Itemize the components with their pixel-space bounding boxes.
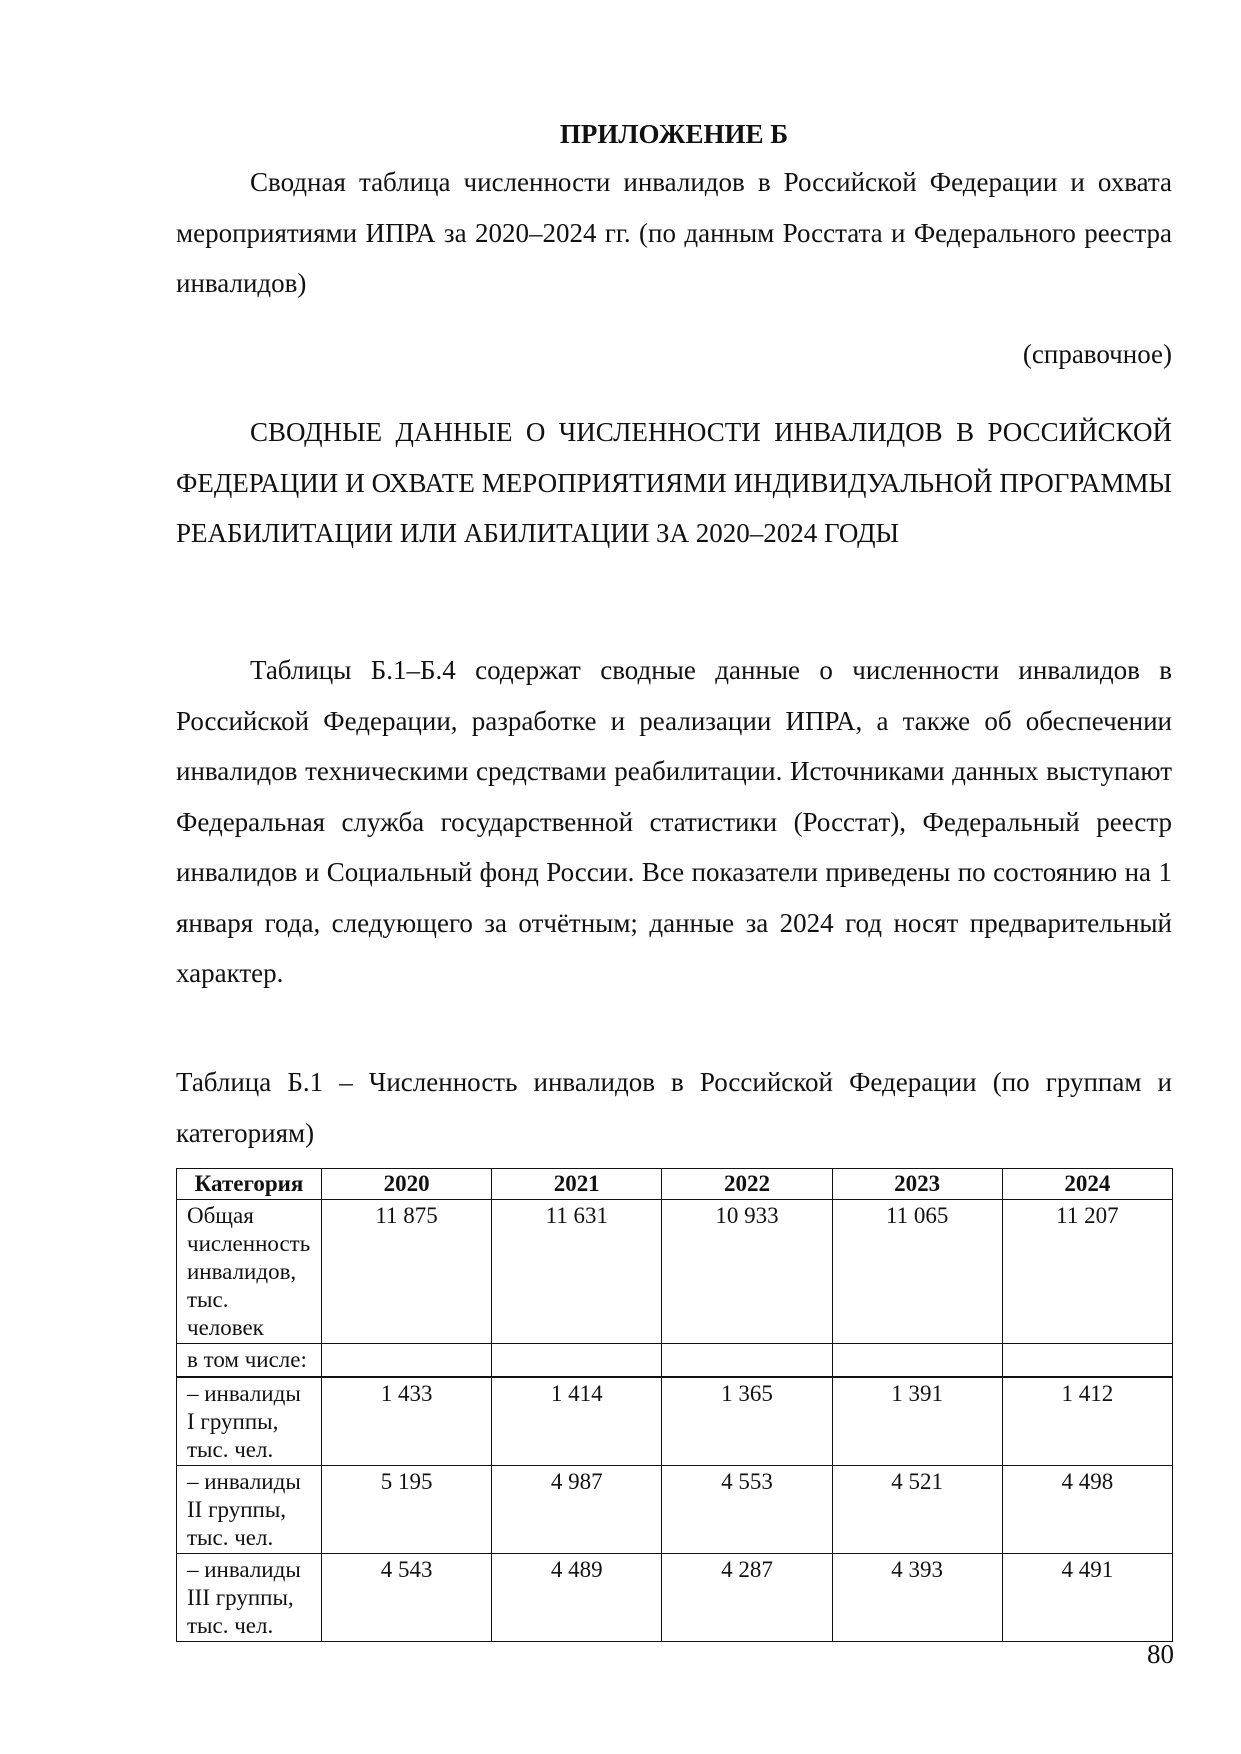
cell-value — [662, 1344, 832, 1378]
header-year: 2023 — [832, 1169, 1002, 1200]
cell-value: 1 412 — [1002, 1377, 1172, 1466]
disability-statistics-table — [176, 1168, 1173, 1642]
appendix-heading: ПРИЛОЖЕНИЕ Б — [559, 119, 789, 149]
page-number: 80 — [1147, 1639, 1174, 1669]
cell-value — [322, 1344, 492, 1378]
cell-value: 1 433 — [322, 1377, 492, 1466]
table-caption: Таблица Б.1 – Численность инвалидов в Российской Федерации (по группам и категориям) — [176, 1067, 1172, 1148]
section-title: СВОДНЫЕ ДАННЫЕ О ЧИСЛЕННОСТИ ИНВАЛИДОВ В РОССИЙСКОЙ ФЕДЕРАЦИИ И ОХВАТЕ МЕРОПРИЯТИЯМИ ИНДИВИДУАЛЬНОЙ ПРОГРАММЫ РЕАБИЛИТАЦИИ ИЛИ АБИЛИТАЦИИ ЗА 2020–2024 ГОДЫ — [176, 417, 1172, 548]
cell-value: 4 393 — [832, 1554, 1002, 1642]
table-row — [177, 1377, 1173, 1466]
cell-value: 4 287 — [662, 1554, 832, 1642]
cell-value: 11 065 — [832, 1200, 1002, 1344]
cell-value: 1 391 — [832, 1377, 1002, 1466]
cell-value: 4 489 — [492, 1554, 662, 1642]
table-row — [177, 1466, 1173, 1554]
cell-value — [1002, 1344, 1172, 1378]
cell-value: 11 631 — [492, 1200, 662, 1344]
row-label: Общая численность инвалидов, тыс. человек — [177, 1200, 322, 1344]
header-year: 2021 — [492, 1169, 662, 1200]
reference-note: (справочное) — [1022, 339, 1172, 369]
row-label: – инвалиды III группы, тыс. чел. — [177, 1554, 322, 1642]
row-label: в том числе: — [177, 1344, 322, 1378]
header-year: 2024 — [1002, 1169, 1172, 1200]
header-category: Категория — [177, 1169, 322, 1200]
cell-value: 11 207 — [1002, 1200, 1172, 1344]
body-paragraph: Таблицы Б.1–Б.4 содержат сводные данные о численности инвалидов в Российской Федерации, разработке и реализации ИПРА, а также об обеспечении инвалидов техническими средствами реабилитации. Источниками данных выступают Федеральная служба государственной статистики (Росстат), Федеральный реестр инвалидов и Социальный фонд России. Все показатели приведены по состоянию на 1 января года, следующего за отчётным; данные за 2024 год носят предварительный характер. — [176, 655, 1172, 988]
header-year: 2022 — [662, 1169, 832, 1200]
appendix-intro: Сводная таблица численности инвалидов в Российской Федерации и охвата мероприятиями ИПРА за 2020–2024 гг. (по данным Росстата и Федерального реестра инвалидов) — [176, 167, 1172, 298]
cell-value: 11 875 — [322, 1200, 492, 1344]
cell-value: 4 987 — [492, 1466, 662, 1554]
row-label: – инвалиды I группы, тыс. чел. — [177, 1377, 322, 1466]
header-year: 2020 — [322, 1169, 492, 1200]
cell-value: 4 553 — [662, 1466, 832, 1554]
row-label: – инвалиды II группы, тыс. чел. — [177, 1466, 322, 1554]
table-header-row — [177, 1169, 1173, 1200]
cell-value: 10 933 — [662, 1200, 832, 1344]
cell-value — [832, 1344, 1002, 1378]
cell-value: 4 543 — [322, 1554, 492, 1642]
cell-value: 4 491 — [1002, 1554, 1172, 1642]
table-row — [177, 1200, 1173, 1344]
table-row — [177, 1554, 1173, 1642]
cell-value: 5 195 — [322, 1466, 492, 1554]
cell-value — [492, 1344, 662, 1378]
cell-value: 4 498 — [1002, 1466, 1172, 1554]
table-row — [177, 1344, 1173, 1378]
cell-value: 1 365 — [662, 1377, 832, 1466]
cell-value: 1 414 — [492, 1377, 662, 1466]
cell-value: 4 521 — [832, 1466, 1002, 1554]
